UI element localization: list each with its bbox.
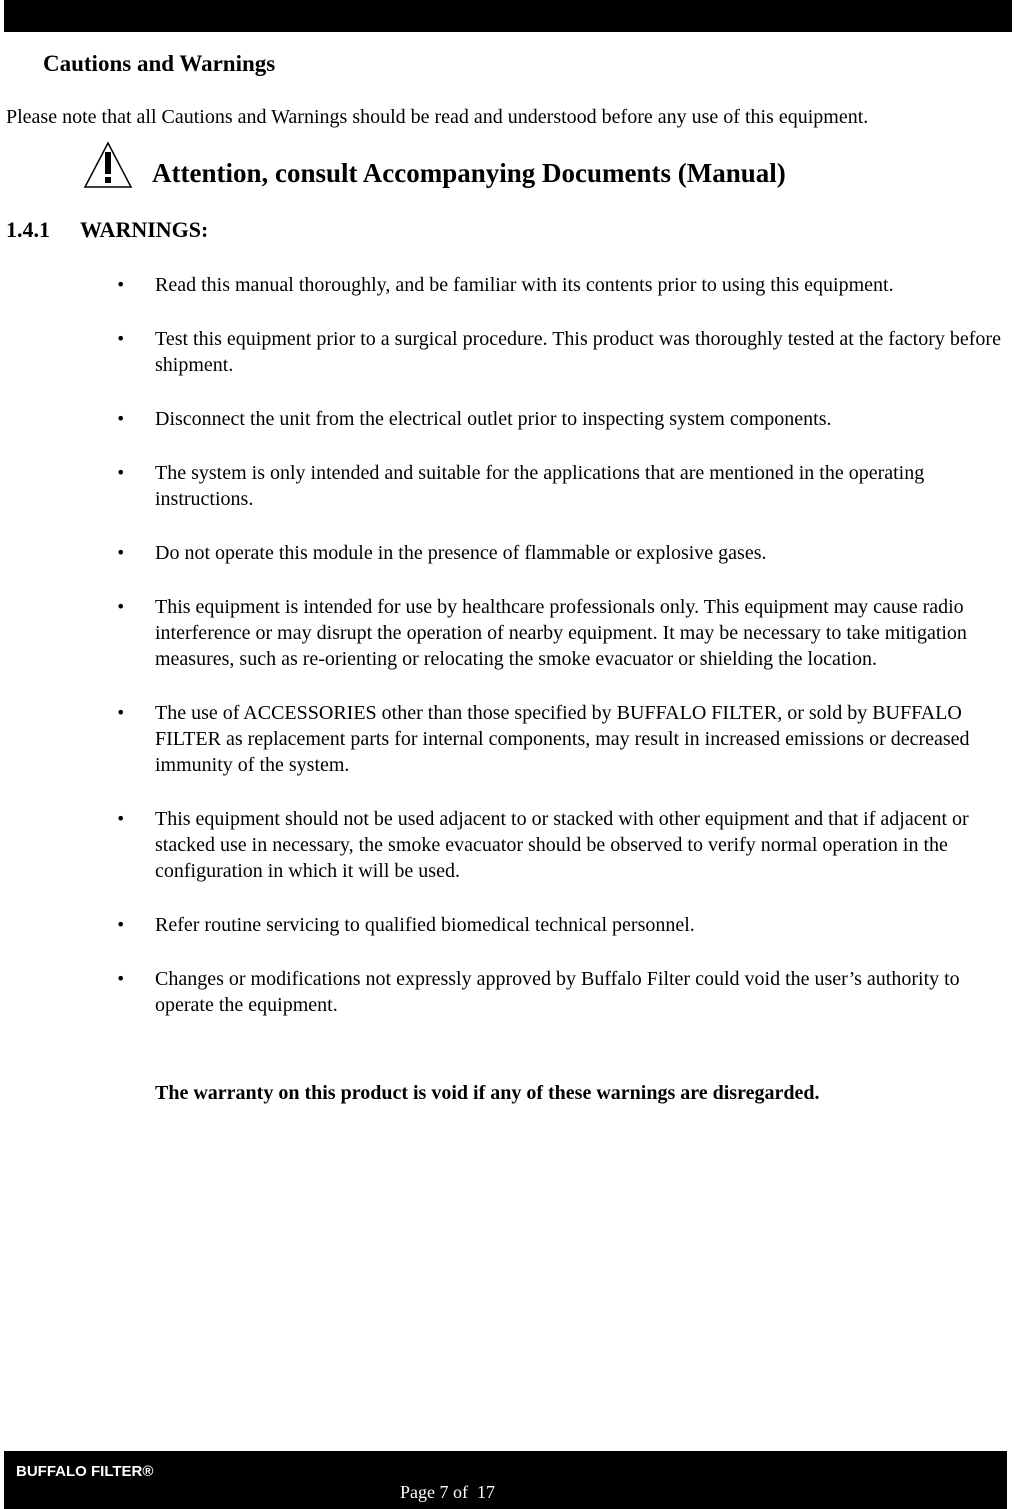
warning-item <box>0 806 1022 884</box>
footer-bar <box>4 1451 1007 1509</box>
warning-text: Do not operate this module in the presence of flammable or explosive gases. <box>155 542 767 564</box>
bullet-icon: • <box>116 809 126 828</box>
warnings-heading <box>6 216 208 244</box>
bullet-icon: • <box>116 409 126 428</box>
warning-item <box>0 272 1022 298</box>
bullet-icon: • <box>116 969 126 988</box>
footer-brand: BUFFALO FILTER® <box>16 1463 154 1480</box>
bullet-icon: • <box>116 915 126 934</box>
warning-item <box>0 700 1022 778</box>
warning-text: Test this equipment prior to a surgical procedure. This product was thoroughly tested at the factory before shipment. <box>155 328 1001 376</box>
warranty-note: The warranty on this product is void if any of these warnings are disregarded. <box>155 1082 820 1104</box>
warning-item <box>0 406 1022 432</box>
intro-paragraph: Please note that all Cautions and Warnings should be read and understood before any use of this equipment. <box>6 106 869 128</box>
warning-text: Refer routine servicing to qualified biomedical technical personnel. <box>155 914 695 936</box>
warning-text: The system is only intended and suitable for the applications that are mentioned in the operating instructions. <box>155 462 925 510</box>
warning-text: This equipment should not be used adjacent to or stacked with other equipment and that if adjacent or stacked use in necessary, the smoke evacuator should be observed to verify normal operation in the configuration in which it will be used. <box>155 808 969 882</box>
bullet-icon: • <box>116 597 126 616</box>
warning-list <box>0 272 1022 1046</box>
warning-item <box>0 460 1022 512</box>
header-bar <box>4 0 1012 32</box>
warning-text: This equipment is intended for use by healthcare professionals only. This equipment may cause radio interference or may disrupt the operation of nearby equipment. It may be necessary to take mitigation measures, such as re-orienting or relocating the smoke evacuator or shielding the location. <box>155 596 967 670</box>
warning-triangle-icon <box>82 140 134 190</box>
bullet-icon: • <box>116 543 126 562</box>
warning-item <box>0 966 1022 1018</box>
bullet-icon: • <box>116 275 126 294</box>
warning-item <box>0 540 1022 566</box>
bullet-icon: • <box>116 329 126 348</box>
section-title: Cautions and Warnings <box>43 51 276 76</box>
page-number: Page 7 of 17 <box>400 1482 495 1502</box>
warnings-title: WARNINGS: <box>80 217 209 242</box>
warning-text: Read this manual thoroughly, and be familiar with its contents prior to using this equipment. <box>155 274 894 296</box>
warning-item <box>0 594 1022 672</box>
warning-text: Changes or modifications not expressly approved by Buffalo Filter could void the user’s authority to operate the equipment. <box>155 968 960 1016</box>
bullet-icon: • <box>116 703 126 722</box>
warning-item <box>0 912 1022 938</box>
warnings-section-number: 1.4.1 <box>6 217 50 242</box>
bullet-icon: • <box>116 463 126 482</box>
warning-text: The use of ACCESSORIES other than those specified by BUFFALO FILTER, or sold by BUFFALO FILTER as replacement parts for internal components, may result in increased emissions or decreased immunity of the system. <box>155 702 970 776</box>
warning-text: Disconnect the unit from the electrical outlet prior to inspecting system components. <box>155 408 832 430</box>
warning-item <box>0 326 1022 378</box>
attention-notice: Attention, consult Accompanying Documents (Manual) <box>152 158 786 188</box>
